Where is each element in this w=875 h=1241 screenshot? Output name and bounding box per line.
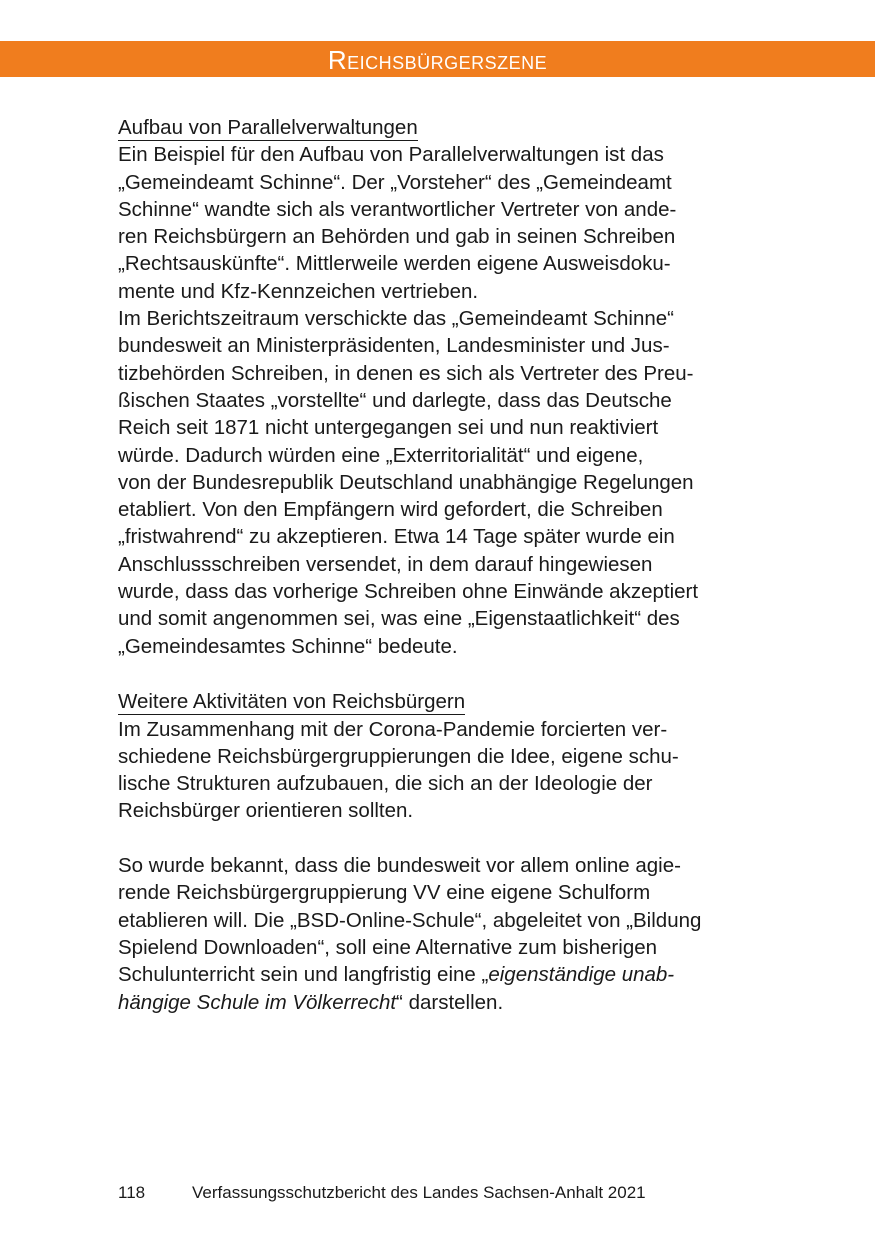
text-line: tizbehörden Schreiben, in denen es sich als Vertreter des Preu-: [118, 361, 694, 385]
text-line: mente und Kfz-Kennzeichen vertrieben.: [118, 279, 479, 303]
text-line: Spielend Downloaden“, soll eine Alternative zum bisherigen: [118, 935, 658, 959]
text-line: ren Reichsbürgern an Behörden und gab in seinen Schreiben: [118, 225, 676, 249]
section-heading: Weitere Aktivitäten von Reichsbürgern: [118, 690, 466, 714]
section-further-activities: [118, 687, 768, 824]
text-line: [118, 989, 768, 1016]
body-text: [118, 113, 768, 1016]
text-line: lische Strukturen aufzubauen, die sich an der Ideologie der: [118, 772, 653, 796]
section-parallel-administrations: [118, 113, 768, 660]
page-section-title: Reichsbürgerszene: [327, 45, 548, 75]
page-footer: [118, 1181, 646, 1205]
section-heading: Aufbau von Parallelverwaltungen: [118, 116, 418, 139]
text-line: „fristwahrend“ zu akzeptieren. Etwa 14 Tage später wurde ein: [118, 525, 675, 549]
text-line: etablieren will. Die „BSD-Online-Schule“, abgeleitet von „Bildung: [118, 908, 702, 932]
text-line: Reich seit 1871 nicht untergegangen sei und nun reaktiviert: [118, 416, 659, 440]
italic-quote: hängige Schule im Völkerrecht: [118, 990, 397, 1014]
text-segment: “ darstellen.: [396, 990, 504, 1014]
text-line: Im Zusammenhang mit der Corona-Pandemie forcierten ver-: [118, 717, 668, 741]
text-line: „Rechtsauskünfte“. Mittlerweile werden eigene Ausweisdoku-: [118, 252, 671, 276]
text-segment: Schulunterricht sein und langfristig eine „: [118, 963, 489, 987]
text-line: Anschlussschreiben versendet, in dem darauf hingewiesen: [118, 552, 653, 576]
text-line: Ein Beispiel für den Aufbau von Parallelverwaltungen ist das: [118, 143, 664, 167]
text-line: Reichsbürger orientieren sollten.: [118, 799, 414, 823]
section-online-school: [118, 852, 768, 1016]
text-line: bundesweit an Ministerpräsidenten, Landesminister und Jus-: [118, 334, 670, 358]
text-line: [118, 961, 768, 988]
italic-quote: eigenständige unab-: [488, 963, 675, 987]
text-line: „Gemeindeamt Schinne“. Der „Vorsteher“ des „Gemeindeamt: [118, 170, 672, 194]
text-line: So wurde bekannt, dass die bundesweit vor allem online agie-: [118, 854, 681, 878]
text-line: schiedene Reichsbürgergruppierungen die Idee, eigene schu-: [118, 744, 679, 768]
text-line: „Gemeindesamtes Schinne“ bedeute.: [118, 634, 458, 658]
text-line: rende Reichsbürgergruppierung VV eine eigene Schulform: [118, 881, 651, 905]
text-line: ßischen Staates „vorstellte“ und darlegte, dass das Deutsche: [118, 388, 672, 412]
page-number: 118: [118, 1183, 146, 1202]
text-line: würde. Dadurch würden eine „Exterritorialität“ und eigene,: [118, 443, 644, 467]
text-line: etabliert. Von den Empfängern wird gefordert, die Schreiben: [118, 498, 663, 522]
publication-title: Verfassungsschutzbericht des Landes Sachsen-Anhalt 2021: [192, 1183, 646, 1202]
text-line: Schinne“ wandte sich als verantwortlicher Vertreter von ande-: [118, 197, 677, 221]
text-line: von der Bundesrepublik Deutschland unabhängige Regelungen: [118, 470, 694, 494]
text-line: Im Berichtszeitraum verschickte das „Gemeindeamt Schinne“: [118, 307, 674, 331]
text-line: wurde, dass das vorherige Schreiben ohne Einwände akzeptiert: [118, 580, 699, 604]
text-line: und somit angenommen sei, was eine „Eigenstaatlichkeit“ des: [118, 607, 680, 631]
